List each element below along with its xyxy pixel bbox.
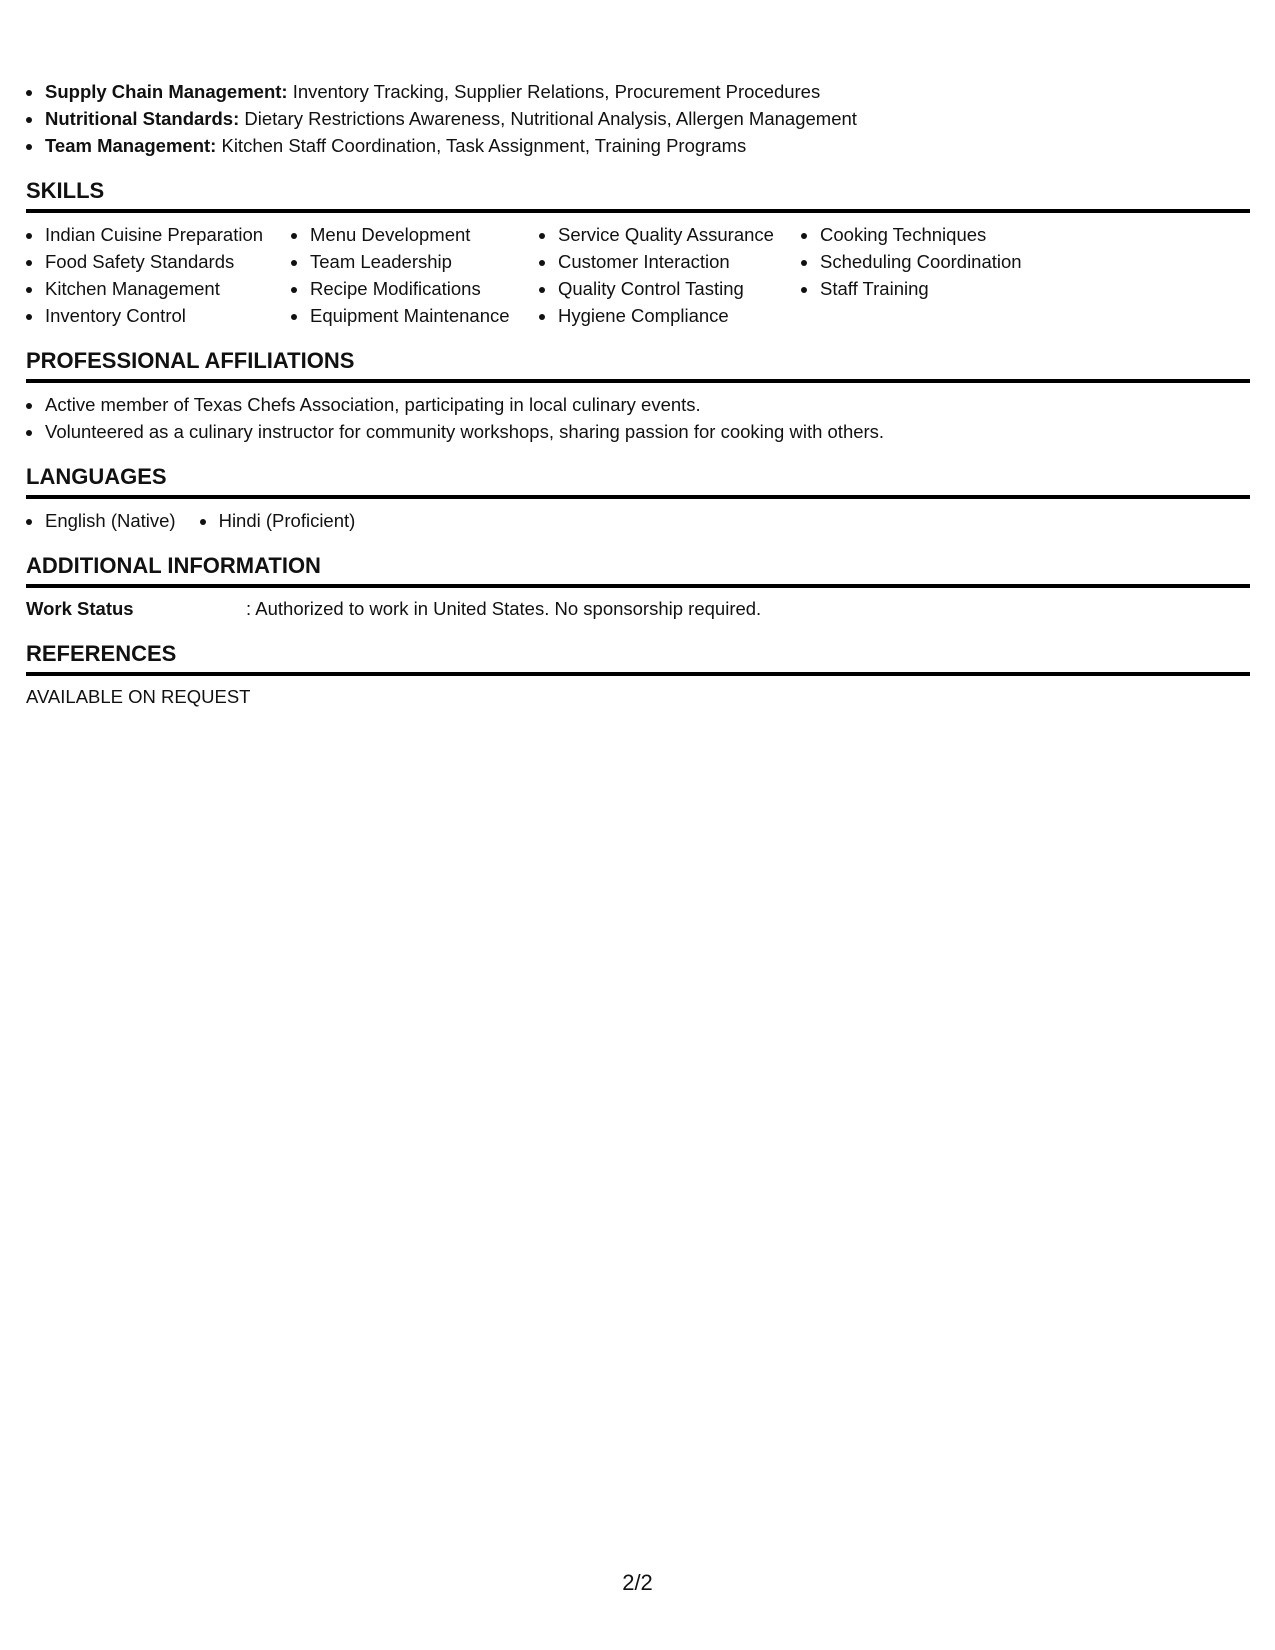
languages-list xyxy=(26,507,1250,534)
competency-text: Kitchen Staff Coordination, Task Assignment, Training Programs xyxy=(216,135,747,156)
skill-item: Indian Cuisine Preparation xyxy=(26,221,271,248)
skill-item: Inventory Control xyxy=(26,302,271,329)
language-item: English (Native) xyxy=(26,507,176,534)
skills-column xyxy=(26,221,271,329)
skill-item: Recipe Modifications xyxy=(291,275,519,302)
work-status-value: : Authorized to work in United States. No sponsorship required. xyxy=(246,598,762,619)
skill-item: Customer Interaction xyxy=(539,248,781,275)
skill-item: Quality Control Tasting xyxy=(539,275,781,302)
skills-column xyxy=(801,221,1061,329)
list-item xyxy=(26,78,1250,105)
skills-column xyxy=(539,221,781,329)
references-text: AVAILABLE ON REQUEST xyxy=(26,686,251,707)
affiliations-heading: PROFESSIONAL AFFILIATIONS xyxy=(26,347,1250,383)
skill-item: Hygiene Compliance xyxy=(539,302,781,329)
skill-item: Cooking Techniques xyxy=(801,221,1061,248)
skills-heading: SKILLS xyxy=(26,177,1250,213)
skills-column xyxy=(291,221,519,329)
language-item: Hindi (Proficient) xyxy=(200,507,356,534)
skills-grid xyxy=(26,221,1250,329)
list-item xyxy=(26,132,1250,159)
skill-item: Food Safety Standards xyxy=(26,248,271,275)
resume-page xyxy=(26,78,1250,710)
skill-item: Staff Training xyxy=(801,275,1061,302)
skill-item: Scheduling Coordination xyxy=(801,248,1061,275)
additional-info-heading: ADDITIONAL INFORMATION xyxy=(26,552,1250,588)
affiliations-list xyxy=(26,391,1250,445)
competencies-list xyxy=(26,78,1250,159)
skill-item: Equipment Maintenance xyxy=(291,302,519,329)
competency-label: Nutritional Standards: xyxy=(45,108,240,129)
skill-item: Kitchen Management xyxy=(26,275,271,302)
competency-text: Dietary Restrictions Awareness, Nutritional Analysis, Allergen Management xyxy=(239,108,857,129)
page-number: 2/2 xyxy=(622,1570,653,1595)
competency-text: Inventory Tracking, Supplier Relations, Procurement Procedures xyxy=(287,81,821,102)
work-status-label: Work Status xyxy=(26,598,134,619)
references-heading: REFERENCES xyxy=(26,640,1250,676)
list-item: Active member of Texas Chefs Association, participating in local culinary events. xyxy=(26,391,1250,418)
list-item xyxy=(26,105,1250,132)
languages-heading: LANGUAGES xyxy=(26,463,1250,499)
work-status-row xyxy=(26,596,1250,622)
skill-item: Team Leadership xyxy=(291,248,519,275)
competency-label: Supply Chain Management: xyxy=(45,81,288,102)
list-item: Volunteered as a culinary instructor for community workshops, sharing passion for cooking with others. xyxy=(26,418,1250,445)
skill-item: Service Quality Assurance xyxy=(539,221,781,248)
competency-label: Team Management: xyxy=(45,135,217,156)
skill-item: Menu Development xyxy=(291,221,519,248)
